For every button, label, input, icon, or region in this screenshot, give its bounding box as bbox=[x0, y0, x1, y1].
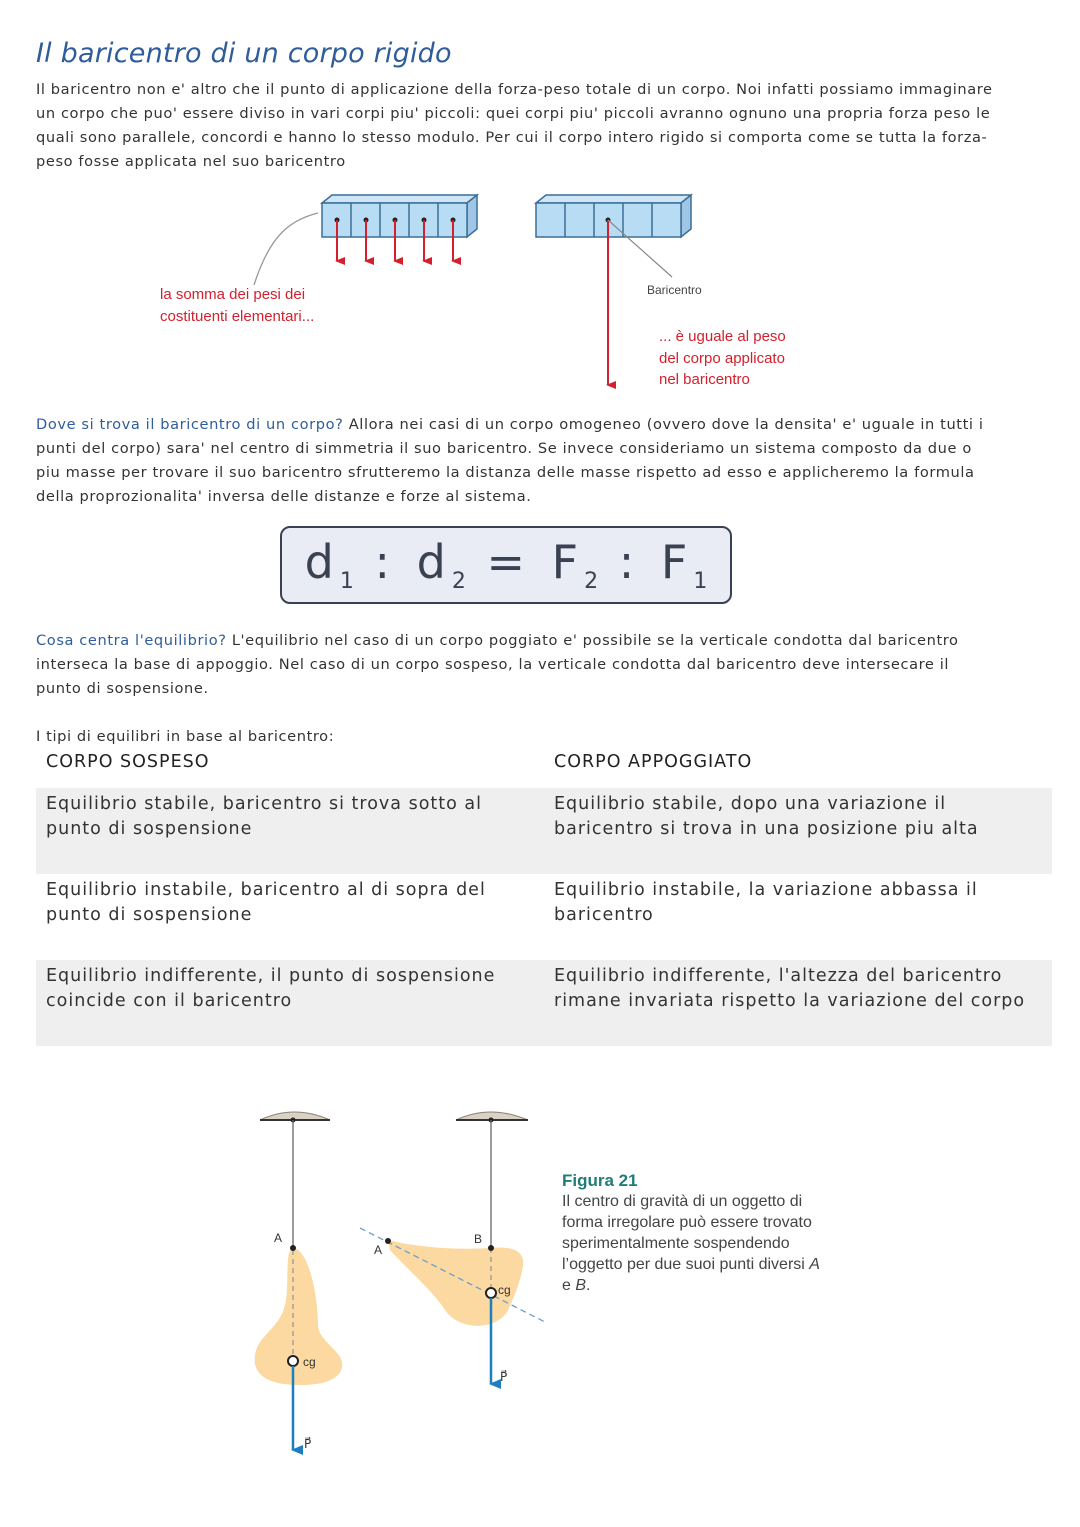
table-row bbox=[36, 874, 1052, 960]
cg-label-right: cg bbox=[498, 1283, 511, 1297]
point-a-label-right: A bbox=[374, 1243, 383, 1257]
baricentro-label: Baricentro bbox=[647, 283, 702, 297]
figure-caption bbox=[562, 1170, 822, 1296]
inverse-proportion-formula: $d_1$ : $d_2 = F_2$ : $F_1$ bbox=[304, 535, 708, 595]
table-cell: Equilibrio stabile, dopo una variazione il baricentro si trova in una posizione piu alta bbox=[554, 794, 979, 839]
table-cell: Equilibrio stabile, baricentro si trova sotto al punto di sospensione bbox=[46, 794, 482, 839]
cg-label-left: cg bbox=[303, 1355, 316, 1369]
equilibrium-table bbox=[36, 748, 1052, 1046]
weight-label-right: P⃗ bbox=[500, 1370, 508, 1384]
header-corpo-appoggiato: CORPO APPOGGIATO bbox=[554, 752, 753, 772]
sum-weights-label-line1: la somma dei pesi dei bbox=[160, 286, 306, 303]
point-b-label: B bbox=[474, 1232, 483, 1246]
intro-paragraph: Il baricentro non e' altro che il punto di applicazione della forza-peso totale di un corpo. Noi infatti possiamo immaginare un corpo che puo' essere diviso in vari corpi piu' piccoli: quei corpi piu' piccoli avranno ognuno una propria forza peso le quali sono parallele, concordi e hanno lo stesso modulo. Per cui il corpo intero rigido si comporta come se tutta la forza-peso fosse applicata nel suo baricentro bbox=[36, 81, 993, 170]
segmented-bar-right bbox=[536, 195, 691, 237]
weight-label-left: P⃗ bbox=[304, 1437, 312, 1451]
left-suspension bbox=[255, 1112, 343, 1451]
page-title: Il baricentro di un corpo rigido bbox=[36, 38, 452, 69]
baricentro-diagram bbox=[150, 185, 850, 400]
table-cell: Equilibrio indifferente, il punto di sospensione coincide con il baricentro bbox=[46, 966, 496, 1011]
equal-weight-label-line2: del corpo applicato bbox=[659, 350, 785, 367]
table-cell: Equilibrio instabile, baricentro al di sopra del punto di sospensione bbox=[46, 880, 486, 925]
table-cell: Equilibrio instabile, la variazione abbassa il baricentro bbox=[554, 880, 978, 925]
where-paragraph bbox=[36, 413, 996, 509]
header-corpo-sospeso: CORPO SOSPESO bbox=[46, 752, 210, 772]
caption-title: Figura 21 bbox=[562, 1171, 638, 1190]
formula-box bbox=[280, 526, 732, 604]
point-a-label: A bbox=[274, 1231, 283, 1245]
suspension-diagram bbox=[240, 1100, 560, 1480]
equilibrium-question: Cosa centra l'equilibrio? bbox=[36, 632, 227, 649]
types-intro: I tipi di equilibri in base al baricentro: bbox=[36, 728, 335, 745]
table-row bbox=[36, 960, 1052, 1046]
right-suspension bbox=[360, 1112, 545, 1384]
table-header-row bbox=[36, 748, 1052, 788]
equilibrium-text: L'equilibrio nel caso di un corpo poggiato e' possibile se la verticale condotta dal baricentro interseca la base di appoggio. Nel caso di un corpo sospeso, la verticale condotta dal baricentro deve intersecare il punto di sospensione. bbox=[36, 632, 959, 697]
where-text: Allora nei casi di un corpo omogeneo (ovvero dove la densita' e' uguale in tutti i punti del corpo) sara' nel centro di simmetria il suo baricentro. Se invece consideriamo un sistema composto da due o piu masse per trovare il suo baricentro sfrutteremo la distanza delle masse rispetto ad esso e applicheremo la formula della proprozionalita' inversa delle distanze e forze al sistema. bbox=[36, 416, 984, 505]
equilibrium-paragraph bbox=[36, 629, 996, 701]
where-question: Dove si trova il baricentro di un corpo? bbox=[36, 416, 344, 433]
sum-weights-label-line2: costituenti elementari... bbox=[160, 308, 315, 325]
equal-weight-label-line1: ... è uguale al peso bbox=[659, 328, 786, 345]
table-row bbox=[36, 788, 1052, 874]
equal-weight-label-line3: nel baricentro bbox=[659, 371, 750, 388]
caption-text: Il centro di gravità di un oggetto di forma irregolare può essere trovato sperimentalmente sospendendo l’oggetto per due suoi punti diversi A e B. bbox=[562, 1193, 820, 1294]
table-cell: Equilibrio indifferente, l'altezza del baricentro rimane invariata rispetto la variazione del corpo bbox=[554, 966, 1026, 1011]
